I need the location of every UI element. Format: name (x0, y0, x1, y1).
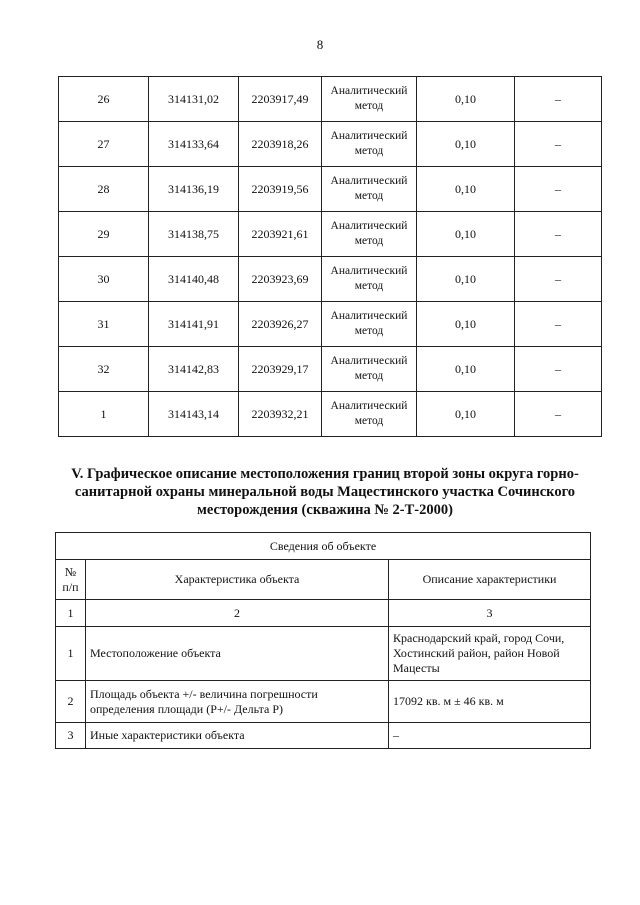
accuracy-cell: 0,10 (417, 167, 515, 212)
method-cell: Аналитический метод (322, 167, 417, 212)
coordinates-table-body (59, 77, 602, 437)
accuracy-cell: 0,10 (417, 212, 515, 257)
table-row (56, 533, 591, 560)
page-number: 8 (316, 37, 324, 52)
table-row (59, 392, 602, 437)
table-row (59, 122, 602, 167)
section-title: V. Графическое описание местоположения границ второй зоны округа горно-санитарной охраны минеральной воды Мацестинского участка Сочинского месторождения (скважина № 2-Т-2000) (71, 466, 579, 518)
table-row (56, 627, 591, 681)
x-coordinate-cell: 314131,02 (149, 77, 239, 122)
column-header-characteristic: Характеристика объекта (86, 560, 389, 600)
table-row (59, 347, 602, 392)
y-coordinate-cell: 2203921,61 (239, 212, 322, 257)
column-header-number: № п/п (56, 560, 86, 600)
table-row (59, 212, 602, 257)
point-number-cell: 27 (59, 122, 149, 167)
accuracy-cell: 0,10 (417, 257, 515, 302)
x-coordinate-cell: 314136,19 (149, 167, 239, 212)
point-number-cell: 31 (59, 302, 149, 347)
table-row (56, 600, 591, 627)
index-cell: 2 (86, 600, 389, 627)
note-cell: – (515, 302, 602, 347)
accuracy-cell: 0,10 (417, 392, 515, 437)
point-number-cell: 29 (59, 212, 149, 257)
accuracy-cell: 0,10 (417, 122, 515, 167)
point-number-cell: 32 (59, 347, 149, 392)
x-coordinate-cell: 314133,64 (149, 122, 239, 167)
y-coordinate-cell: 2203918,26 (239, 122, 322, 167)
method-cell: Аналитический метод (322, 302, 417, 347)
note-cell: – (515, 122, 602, 167)
description-cell: 17092 кв. м ± 46 кв. м (389, 681, 591, 723)
point-number-cell: 26 (59, 77, 149, 122)
characteristic-cell: Иные характеристики объекта (86, 723, 389, 749)
y-coordinate-cell: 2203923,69 (239, 257, 322, 302)
point-number-cell: 28 (59, 167, 149, 212)
row-number: 3 (56, 723, 86, 749)
y-coordinate-cell: 2203932,21 (239, 392, 322, 437)
y-coordinate-cell: 2203917,49 (239, 77, 322, 122)
x-coordinate-cell: 314141,91 (149, 302, 239, 347)
note-cell: – (515, 77, 602, 122)
characteristic-cell: Площадь объекта +/- величина погрешности определения площади (Р+/- Дельта Р) (86, 681, 389, 723)
table-row (59, 77, 602, 122)
note-cell: – (515, 212, 602, 257)
point-number-cell: 1 (59, 392, 149, 437)
x-coordinate-cell: 314138,75 (149, 212, 239, 257)
description-cell: Краснодарский край, город Сочи, Хостинский район, район Новой Мацесты (389, 627, 591, 681)
row-number: 1 (56, 627, 86, 681)
table-row (59, 302, 602, 347)
table-row (59, 257, 602, 302)
note-cell: – (515, 257, 602, 302)
method-cell: Аналитический метод (322, 77, 417, 122)
x-coordinate-cell: 314140,48 (149, 257, 239, 302)
y-coordinate-cell: 2203919,56 (239, 167, 322, 212)
method-cell: Аналитический метод (322, 347, 417, 392)
table-row (59, 167, 602, 212)
note-cell: – (515, 167, 602, 212)
index-cell: 3 (389, 600, 591, 627)
object-info-table (55, 532, 591, 749)
method-cell: Аналитический метод (322, 122, 417, 167)
point-number-cell: 30 (59, 257, 149, 302)
note-cell: – (515, 392, 602, 437)
accuracy-cell: 0,10 (417, 77, 515, 122)
index-cell: 1 (56, 600, 86, 627)
table-row (56, 681, 591, 723)
x-coordinate-cell: 314142,83 (149, 347, 239, 392)
table-row (56, 723, 591, 749)
table-header-cell: Сведения об объекте (56, 533, 591, 560)
x-coordinate-cell: 314143,14 (149, 392, 239, 437)
row-number: 2 (56, 681, 86, 723)
note-cell: – (515, 347, 602, 392)
characteristic-cell: Местоположение объекта (86, 627, 389, 681)
y-coordinate-cell: 2203926,27 (239, 302, 322, 347)
method-cell: Аналитический метод (322, 392, 417, 437)
column-header-description: Описание характеристики (389, 560, 591, 600)
y-coordinate-cell: 2203929,17 (239, 347, 322, 392)
accuracy-cell: 0,10 (417, 302, 515, 347)
table-row (56, 560, 591, 600)
method-cell: Аналитический метод (322, 212, 417, 257)
method-cell: Аналитический метод (322, 257, 417, 302)
description-cell: – (389, 723, 591, 749)
coordinates-table (58, 76, 602, 437)
accuracy-cell: 0,10 (417, 347, 515, 392)
